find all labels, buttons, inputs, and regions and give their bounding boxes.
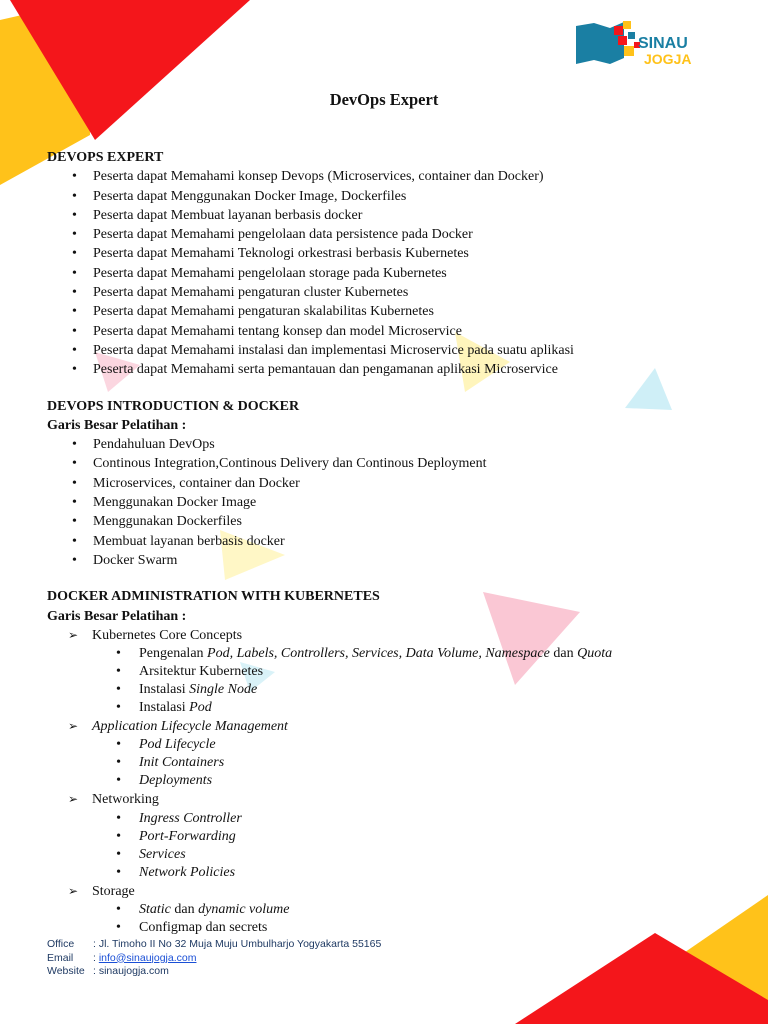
footer-email-row <box>47 952 381 966</box>
email-link[interactable]: info@sinaujogja.com <box>98 951 197 964</box>
subtopic-list <box>92 645 727 717</box>
list-item: • Port-Forwarding <box>92 828 727 846</box>
sinau-jogja-logo <box>574 18 704 70</box>
section-subheading: Garis Besar Pelatihan : <box>47 608 187 624</box>
arrow-bullet-icon: ➢ <box>68 792 79 807</box>
list-item: • Services <box>92 846 727 864</box>
footer-label: Email <box>47 951 74 964</box>
list-item: • Configmap dan secrets <box>92 919 727 937</box>
office-address: : Jl. Timoho II No 32 Muja Muju Umbulharjo Yogyakarta 55165 <box>93 938 382 950</box>
list-item: • Microservices, container dan Docker <box>47 474 727 493</box>
topic-kubernetes-core <box>47 626 727 717</box>
item-text: dan <box>549 646 578 662</box>
item-text-italic: Static <box>139 902 171 918</box>
list-item: • Peserta dapat Memahami tentang konsep dan model Microservice <box>47 322 727 341</box>
list-item: • Docker Swarm <box>47 551 727 570</box>
section-heading-devops-intro: DEVOPS INTRODUCTION & DOCKER <box>47 398 300 414</box>
topic-list <box>47 626 727 937</box>
outline-list <box>47 435 727 570</box>
list-item: • Peserta dapat Memahami serta pemantauan dan pengamanan aplikasi Microservice <box>47 360 727 379</box>
arrow-bullet-icon: ➢ <box>68 719 79 734</box>
footer-label: Website <box>47 965 85 977</box>
arrow-bullet-icon: ➢ <box>68 883 79 898</box>
item-text: Instalasi <box>139 682 190 698</box>
list-item <box>92 681 727 699</box>
topic-label: Kubernetes Core Concepts <box>92 627 243 643</box>
list-item: • Peserta dapat Memahami konsep Devops (Microservices, container dan Docker) <box>47 167 727 186</box>
topic-label: Application Lifecycle Management <box>92 719 288 735</box>
list-item: • Pendahuluan DevOps <box>47 435 727 454</box>
list-item: • Peserta dapat Memahami instalasi dan implementasi Microservice pada suatu aplikasi <box>47 341 727 360</box>
footer-contact <box>47 938 381 979</box>
topic-label: Storage <box>92 883 135 899</box>
topic-lifecycle <box>47 717 727 790</box>
subtopic-list <box>92 736 727 790</box>
footer-office-row <box>47 938 381 952</box>
item-text-italic: Quota <box>577 646 613 662</box>
section-heading-devops-expert: DEVOPS EXPERT <box>47 150 164 165</box>
item-text: Instalasi <box>139 700 190 716</box>
list-item <box>92 699 727 717</box>
logo-text-sinau: SINAU <box>638 35 688 52</box>
list-item: • Peserta dapat Memahami Teknologi orkestrasi berbasis Kubernetes <box>47 244 727 263</box>
item-text-italic: dynamic volume <box>198 902 290 918</box>
footer-separator: : <box>93 951 99 964</box>
list-item <box>92 645 727 663</box>
topic-networking <box>47 790 727 881</box>
list-item: • Menggunakan Dockerfiles <box>47 512 727 531</box>
list-item: • Peserta dapat Membuat layanan berbasis docker <box>47 206 727 225</box>
website-text: : sinaujogja.com <box>93 965 169 977</box>
subtopic-list <box>92 810 727 882</box>
list-item: • Peserta dapat Memahami pengaturan cluster Kubernetes <box>47 283 727 302</box>
document-title: DevOps Expert <box>329 90 439 109</box>
document-body <box>47 148 727 937</box>
list-item: • Membuat layanan berbasis docker <box>47 532 727 551</box>
item-text-italic: Single Node <box>189 682 258 698</box>
section-subheading: Garis Besar Pelatihan : <box>47 417 187 433</box>
arrow-bullet-icon: ➢ <box>68 627 79 642</box>
section-heading-docker-admin: DOCKER ADMINISTRATION WITH KUBERNETES <box>47 589 380 605</box>
subtopic-list <box>92 901 727 937</box>
item-text: dan <box>170 902 199 918</box>
topic-storage <box>47 882 727 937</box>
item-text: Pengenalan <box>139 646 208 662</box>
item-text-italic: Pod <box>189 700 212 716</box>
footer-label: Office <box>47 938 75 950</box>
list-item: • Network Policies <box>92 864 727 882</box>
item-text-italic: Pod, Labels, Controllers, Services, Data Volume, Namespace <box>207 646 550 662</box>
footer-website-row <box>47 965 381 979</box>
list-item: • Arsitektur Kubernetes <box>92 663 727 681</box>
list-item: • Peserta dapat Memahami pengelolaan storage pada Kubernetes <box>47 264 727 283</box>
list-item: • Continous Integration,Continous Delivery dan Continous Deployment <box>47 454 727 473</box>
list-item: • Menggunakan Docker Image <box>47 493 727 512</box>
topic-label: Networking <box>92 792 159 808</box>
logo-text-jogja: JOGJA <box>644 51 692 67</box>
list-item: • Ingress Controller <box>92 810 727 828</box>
list-item: • Pod Lifecycle <box>92 736 727 754</box>
list-item: • Peserta dapat Memahami pengelolaan data persistence pada Docker <box>47 225 727 244</box>
objectives-list <box>47 167 727 379</box>
list-item: • Peserta dapat Memahami pengaturan skalabilitas Kubernetes <box>47 302 727 321</box>
list-item: • Peserta dapat Menggunakan Docker Image, Dockerfiles <box>47 187 727 206</box>
list-item <box>92 901 727 919</box>
list-item: • Deployments <box>92 772 727 790</box>
list-item: • Init Containers <box>92 754 727 772</box>
